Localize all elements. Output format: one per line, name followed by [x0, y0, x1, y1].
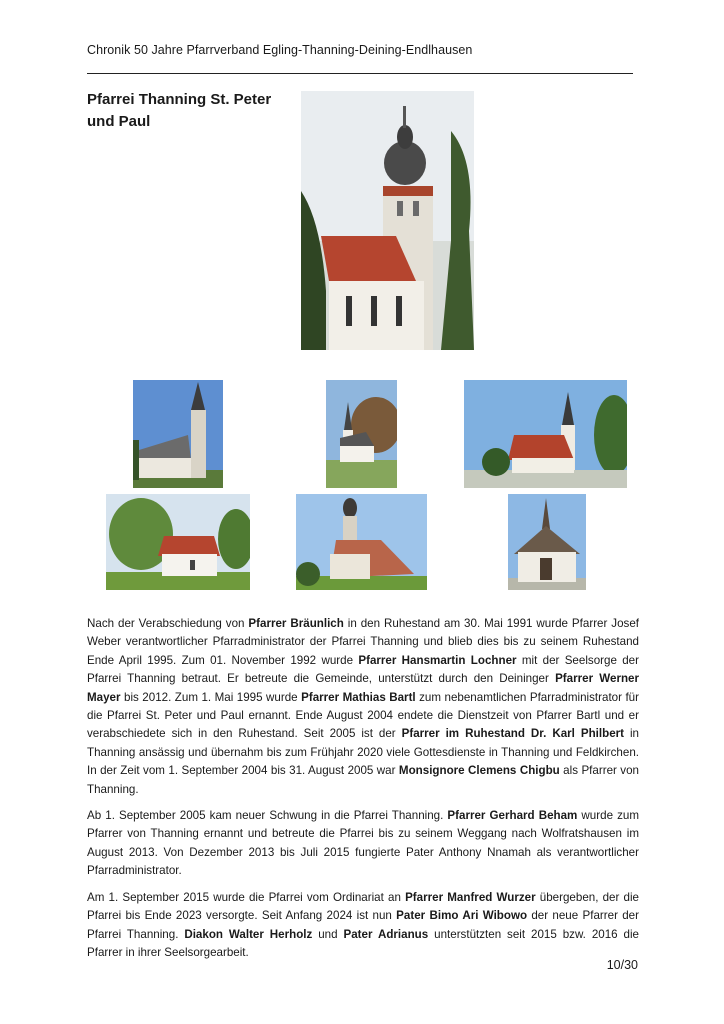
page-number: 10/30 [606, 958, 638, 972]
gallery-photo-1 [133, 380, 223, 488]
text-run: in den Ruhestand am 30. Mai 1991 wurde Pfarrer Josef Weber verantwortlicher Pfarradministrator der Pfarrei Thanning und blieb dies bis zu seinem Ruhestand Ende April 1995. Zum 01. November 1992 wurde [87, 617, 640, 667]
text-run: bis 2012. Zum 1. Mai 1995 wurde [120, 690, 302, 704]
text-run: in Thanning ansässig und übernahm bis zum Frühjahr 2020 viele Gottesdienste in Thanning und Feldkirchen. In der Zeit vom 1. September 2004 bis 31. August 2005 war [87, 727, 639, 778]
header-rule [87, 73, 633, 74]
gallery-photo-5 [296, 494, 427, 590]
text-run: übergeben, der die Pfarrei bis Ende 2023 versorgte. Seit Anfang 2024 ist nun [87, 890, 639, 923]
document-header: Chronik 50 Jahre Pfarrverband Egling-Thanning-Deining-Endlhausen [87, 43, 473, 57]
section-title-line-2: und Paul [87, 113, 151, 130]
text-run: der neue Pfarrer der Pfarrei Thanning. [87, 909, 639, 941]
text-run: Am 1. September 2015 wurde die Pfarrei vom Ordinariat an [87, 890, 406, 904]
name-highlight: Monsignore Clemens Chigbu [398, 764, 560, 778]
text-run: Nach der Verabschiedung von [87, 617, 249, 630]
text-run: und [312, 927, 344, 941]
name-highlight: Pfarrer im Ruhestand Dr. Karl Philbert [401, 727, 625, 741]
section-title-line-1: Pfarrei Thanning St. Peter [87, 91, 272, 108]
name-highlight: Pfarrer Manfred Wurzer [405, 890, 536, 904]
name-highlight: Pfarrer Bräunlich [248, 617, 344, 630]
body-text [87, 615, 639, 970]
body-paragraph [87, 889, 639, 963]
gallery-photo-3 [464, 380, 627, 488]
section-title [87, 89, 287, 133]
gallery-photo-2 [326, 380, 397, 488]
name-highlight: Pater Adrianus [343, 927, 429, 941]
name-highlight: Pater Bimo Ari Wibowo [396, 909, 528, 923]
gallery-photo-6 [508, 494, 586, 590]
text-run: wurde zum Pfarrer von Thanning ernannt und betreute die Pfarrei bis zu seinem Weggang nach Wolfratshausen im August 2013. Von Dezember 2013 bis Juli 2015 fungierte Pater Anthony Nnamah als verantwortlicher Pfarradministrator. [87, 809, 639, 878]
text-run: als Pfarrer von Thanning. [87, 764, 640, 796]
body-paragraph [87, 615, 639, 799]
main-church-photo [301, 91, 474, 350]
name-highlight: Pfarrer Gerhard Beham [447, 809, 578, 823]
name-highlight: Pfarrer Hansmartin Lochner [358, 653, 517, 667]
text-run: mit der Seelsorge der Pfarrei Thanning betraut. Er betreute die Gemeinde, unterstützt durch den Deininger [87, 653, 639, 686]
name-highlight: Pfarrer Werner Mayer [87, 672, 640, 704]
name-highlight: Pfarrer Mathias Bartl [301, 690, 416, 704]
text-run: unterstützten seit 2015 bzw. 2016 die Pfarrer in ihrer Seelsorgearbeit. [87, 927, 639, 959]
text-run: zum nebenamtlichen Pfarradministrator für die Pfarrei St. Peter und Paul ernannt. Ende August 2004 endete die Dienstzeit von Pfarrer Bartl und er verabschiedete sich in den Ruhestand. Seit 2005 ist der [87, 690, 639, 741]
text-run: Ab 1. September 2005 kam neuer Schwung in die Pfarrei Thanning. [87, 809, 448, 823]
name-highlight: Diakon Walter Herholz [184, 927, 313, 941]
gallery-photo-4 [106, 494, 250, 590]
body-paragraph [87, 807, 639, 881]
